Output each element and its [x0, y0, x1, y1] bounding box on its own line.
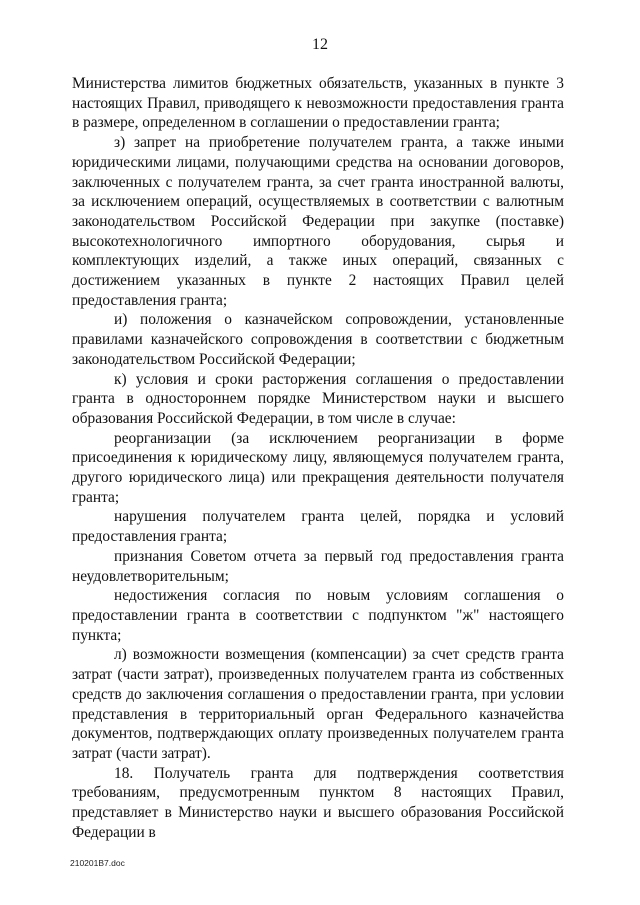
paragraph-k-termination: к) условия и сроки расторжения соглашения о предоставлении гранта в одностороннем порядке Министерством науки и высшего образования Российской Федерации, в том числе в случае: — [72, 370, 564, 427]
paragraph-i-treasury-support: и) положения о казначейском сопровождении, установленные правилами казначейского сопровождения в соответствии с бюджетным законодательством Российской Федерации; — [72, 311, 564, 368]
paragraph-ministry-limits: Министерства лимитов бюджетных обязательств, указанных в пункте 3 настоящих Правил, приводящего к невозможности предоставления гранта в размере, определенном в соглашении о предоставлении гранта; — [72, 75, 564, 132]
paragraph-l-compensation: л) возможности возмещения (компенсации) за счет средств гранта затрат (части затрат), произведенных получателем гранта из собственных средств до заключения соглашения о предоставлении гранта, при условии представления в территориальный орган Федерального казначейства документов, подтверждающих оплату произведенных получателем гранта затрат (части затрат). — [72, 646, 564, 762]
paragraph-report-unsatisfactory: признания Советом отчета за первый год предоставления гранта неудовлетворительным; — [72, 547, 564, 585]
page-number: 12 — [312, 36, 328, 53]
paragraph-violation: нарушения получателем гранта целей, порядка и условий предоставления гранта; — [72, 508, 564, 546]
paragraph-reorganization: реорганизации (за исключением реорганизации в форме присоединения к юридическому лицу, являющемуся получателем гранта, другого юридического лица) или прекращения деятельности получателя гранта; — [72, 429, 564, 506]
footer-document-code: 210201B7.doc — [70, 858, 125, 868]
paragraph-z-foreign-currency: з) запрет на приобретение получателем гранта, а также иными юридическими лицами, получающими средства на основании договоров, заключенных с получателем гранта, за счет гранта иностранной валюты, за исключением операций, осуществляемых в соответствии с валютным законодательством Российской Федерации при закупке (поставке) высокотехнологичного импортного оборудования, сырья и комплектующих изделий, а также иных операций, связанных с достижением указанных в пункте 2 настоящих Правил целей предоставления гранта; — [72, 134, 564, 309]
paragraph-18-compliance: 18. Получатель гранта для подтверждения соответствия требованиям, предусмотренным пунктом 8 настоящих Правил, представляет в Министерство науки и высшего образования Российской Федерации в — [72, 764, 564, 841]
document-body — [72, 74, 564, 842]
paragraph-no-agreement: недостижения согласия по новым условиям соглашения о предоставлении гранта в соответствии с подпунктом "ж" настоящего пункта; — [72, 587, 564, 644]
